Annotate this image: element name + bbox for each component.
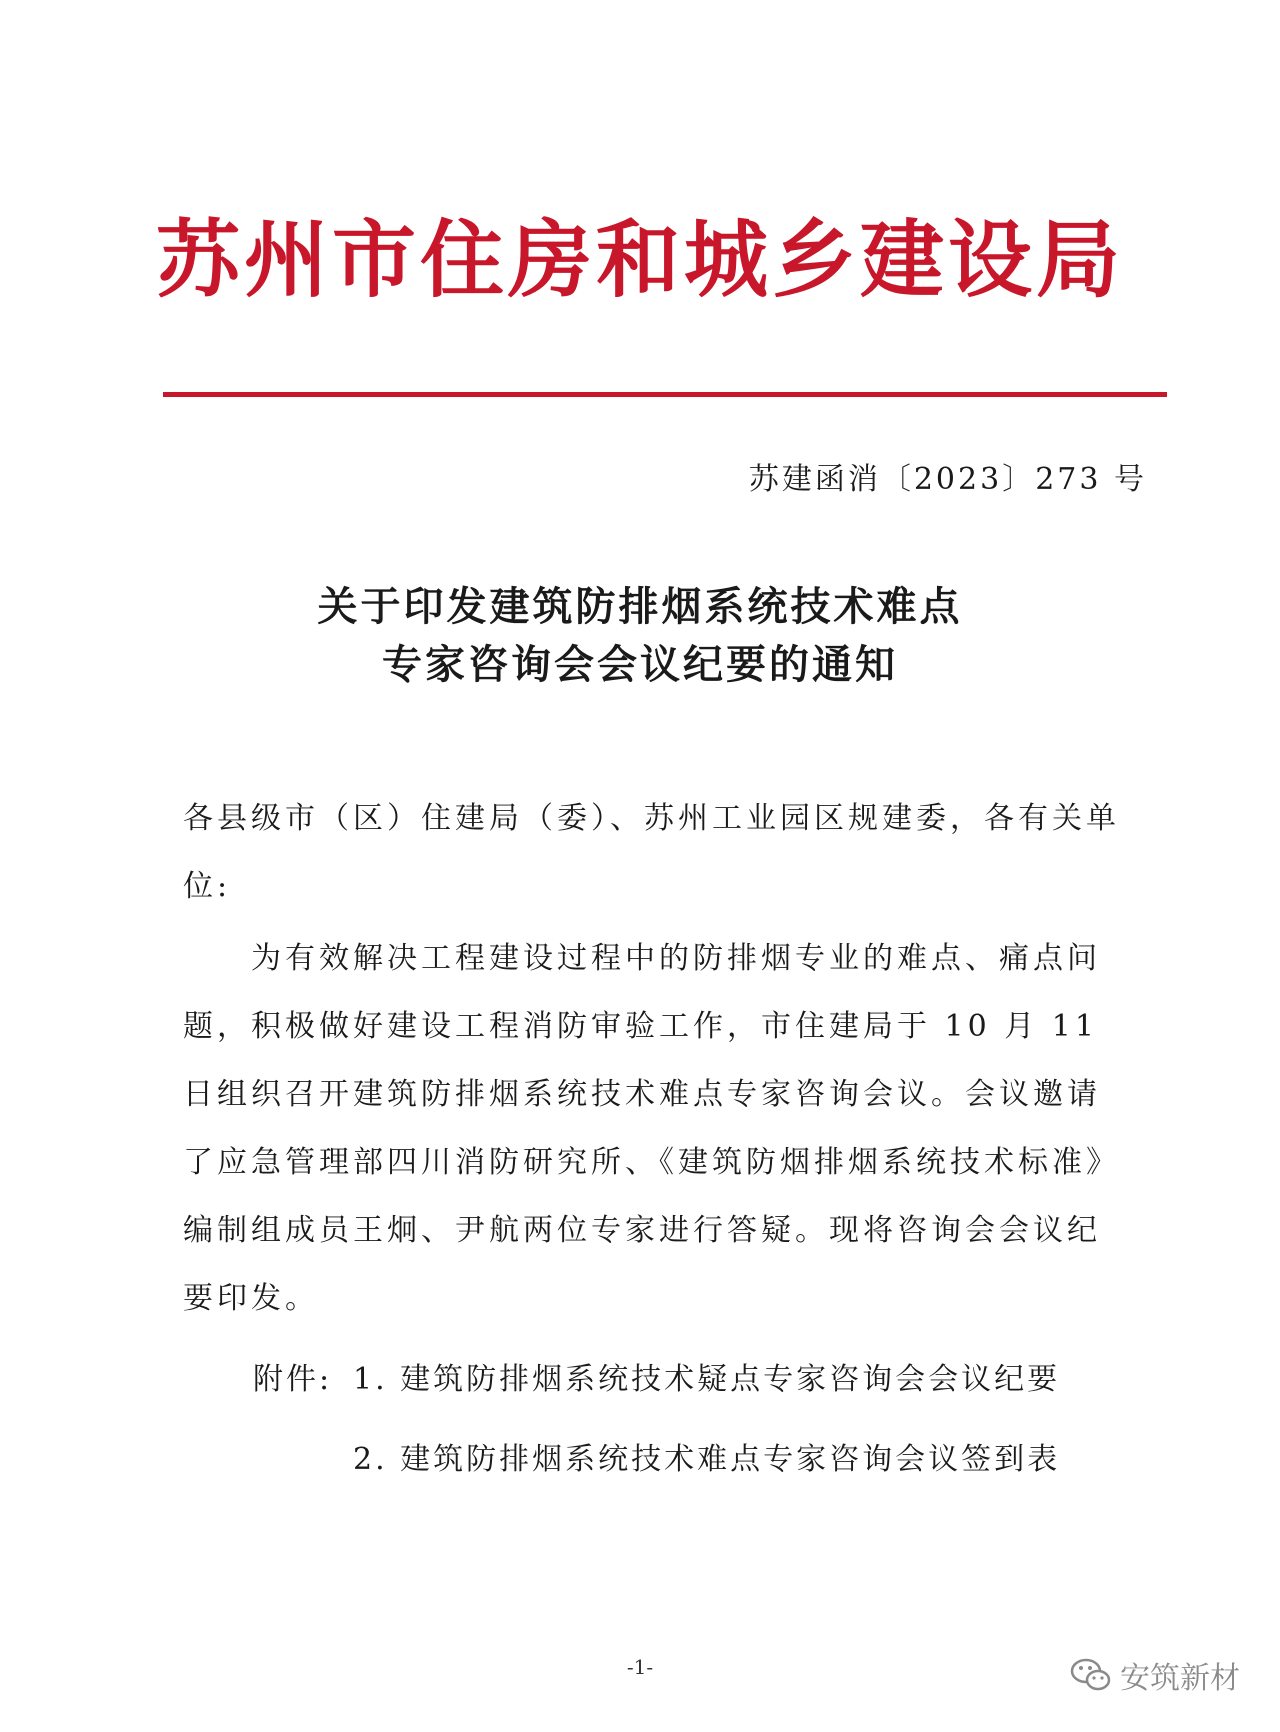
attachment-row <box>253 1420 1060 1500</box>
attachments-list <box>253 1340 1060 1500</box>
attachments-label: 附件: <box>253 1362 333 1397</box>
attachments-label-spacer <box>253 1420 353 1500</box>
attachment-row <box>253 1340 1060 1420</box>
document-title-line-2: 专家咨询会会议纪要的通知 <box>382 641 898 688</box>
watermark-text: 安筑新材 <box>1120 1661 1240 1696</box>
document-number: 苏建函消〔2023〕273 号 <box>748 462 1147 497</box>
source-watermark <box>1070 1653 1240 1697</box>
document-title <box>150 578 1130 694</box>
attachment-item-1: 1. 建筑防排烟系统技术疑点专家咨询会会议纪要 <box>353 1362 1061 1397</box>
body-paragraph: 为有效解决工程建设过程中的防排烟专业的难点、痛点问题，积极做好建设工程消防审验工作，市住建局于 10 月 11 日组织召开建筑防排烟系统技术难点专家咨询会议。会议邀请了应急管理部四川消防研究所、《建筑防烟排烟系统技术标准》编制组成员王炯、尹航两位专家进行答疑。现将咨询会会议纪要印发。 <box>183 941 1120 1316</box>
document-title-line-1: 关于印发建筑防排烟系统技术难点 <box>317 583 963 630</box>
attachment-item-2: 2. 建筑防排烟系统技术难点专家咨询会议签到表 <box>353 1442 1061 1477</box>
letterhead-red-rule <box>163 392 1167 397</box>
wechat-icon <box>1070 1657 1112 1693</box>
page-number: -1- <box>626 1655 654 1679</box>
agency-letterhead-title: 苏州市住房和城乡建设局 <box>155 210 1124 309</box>
recipient-line: 各县级市（区）住建局（委）、苏州工业园区规建委，各有关单位: <box>183 801 1120 904</box>
